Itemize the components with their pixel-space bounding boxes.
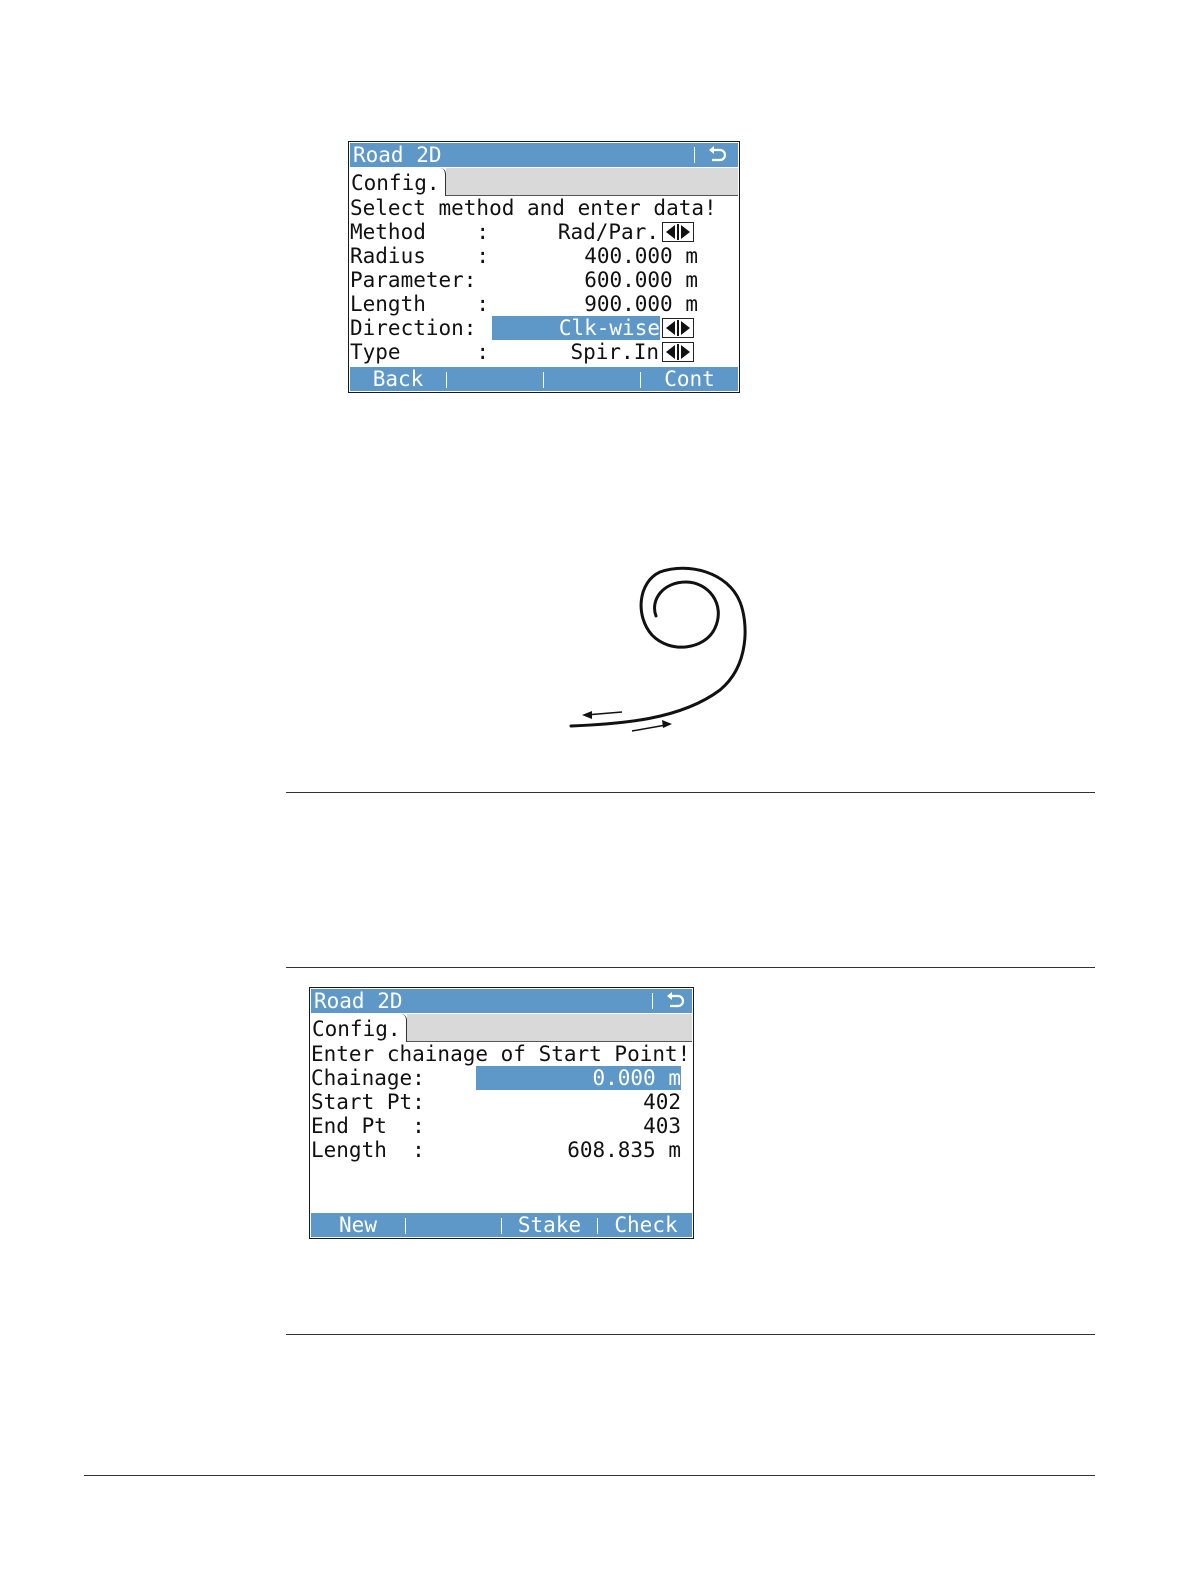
title-bar xyxy=(350,143,738,167)
start-pt-value[interactable]: 402 xyxy=(643,1090,681,1114)
screen-title: Road 2D xyxy=(353,143,442,167)
tab-strip xyxy=(407,1014,692,1042)
parameter-value[interactable]: 600.000 m xyxy=(584,268,698,292)
softkey-separator xyxy=(405,1218,406,1234)
tab-row xyxy=(311,1014,692,1042)
type-value[interactable]: Spir.In xyxy=(570,340,659,364)
method-label: Method : xyxy=(350,220,490,244)
direction-label: Direction: xyxy=(350,316,477,340)
end-pt-label: End Pt : xyxy=(311,1114,425,1138)
softkey-separator xyxy=(543,372,544,388)
tab-label: Config. xyxy=(351,171,440,195)
back-button[interactable]: Back xyxy=(372,367,424,391)
softkey-separator xyxy=(446,372,447,388)
type-label: Type : xyxy=(350,340,490,364)
chainage-label: Chainage: xyxy=(311,1066,425,1090)
cont-button[interactable]: Cont xyxy=(664,367,715,391)
tab-strip xyxy=(446,168,738,196)
check-button[interactable]: Check xyxy=(614,1213,678,1237)
road-2d-config-screen-2 xyxy=(309,987,694,1239)
left-right-selector-icon[interactable] xyxy=(662,222,694,242)
new-button[interactable]: New xyxy=(339,1213,377,1237)
road-2d-config-screen-1 xyxy=(348,141,740,393)
arrow-left-icon xyxy=(582,711,622,719)
prompt-text: Select method and enter data! xyxy=(350,196,717,220)
spiral-in-clockwise-figure xyxy=(560,560,760,740)
end-pt-value[interactable]: 403 xyxy=(643,1114,681,1138)
parameter-label: Parameter: xyxy=(350,268,477,292)
page-footer-rule xyxy=(84,1475,1095,1476)
prompt-text: Enter chainage of Start Point! xyxy=(311,1042,691,1066)
section-divider xyxy=(286,1334,1095,1335)
start-pt-label: Start Pt: xyxy=(311,1090,425,1114)
title-separator xyxy=(652,993,653,1009)
softkey-bar xyxy=(350,367,738,391)
left-right-selector-icon[interactable] xyxy=(662,342,694,362)
screen-title: Road 2D xyxy=(314,989,403,1013)
tab-config[interactable] xyxy=(311,1014,407,1042)
length-value[interactable]: 900.000 m xyxy=(584,292,698,316)
stake-button[interactable]: Stake xyxy=(517,1213,582,1237)
length-label: Length : xyxy=(350,292,490,316)
tab-config[interactable] xyxy=(350,168,446,196)
radius-label: Radius : xyxy=(350,244,490,268)
length-label: Length : xyxy=(311,1138,425,1162)
method-value[interactable]: Rad/Par. xyxy=(557,220,659,244)
direction-value[interactable]: Clk-wise xyxy=(492,316,660,340)
chainage-value[interactable]: 0.000 m xyxy=(476,1066,681,1090)
spiral-curve xyxy=(571,568,745,726)
section-divider xyxy=(286,792,1095,793)
title-bar xyxy=(311,989,692,1013)
section-divider xyxy=(286,967,1095,968)
radius-value[interactable]: 400.000 m xyxy=(584,244,698,268)
length-value[interactable]: 608.835 m xyxy=(567,1138,681,1162)
tab-row xyxy=(350,168,738,196)
tab-label: Config. xyxy=(312,1017,401,1041)
softkey-bar xyxy=(311,1213,692,1237)
title-separator xyxy=(694,147,695,163)
left-right-selector-icon[interactable] xyxy=(662,318,694,338)
